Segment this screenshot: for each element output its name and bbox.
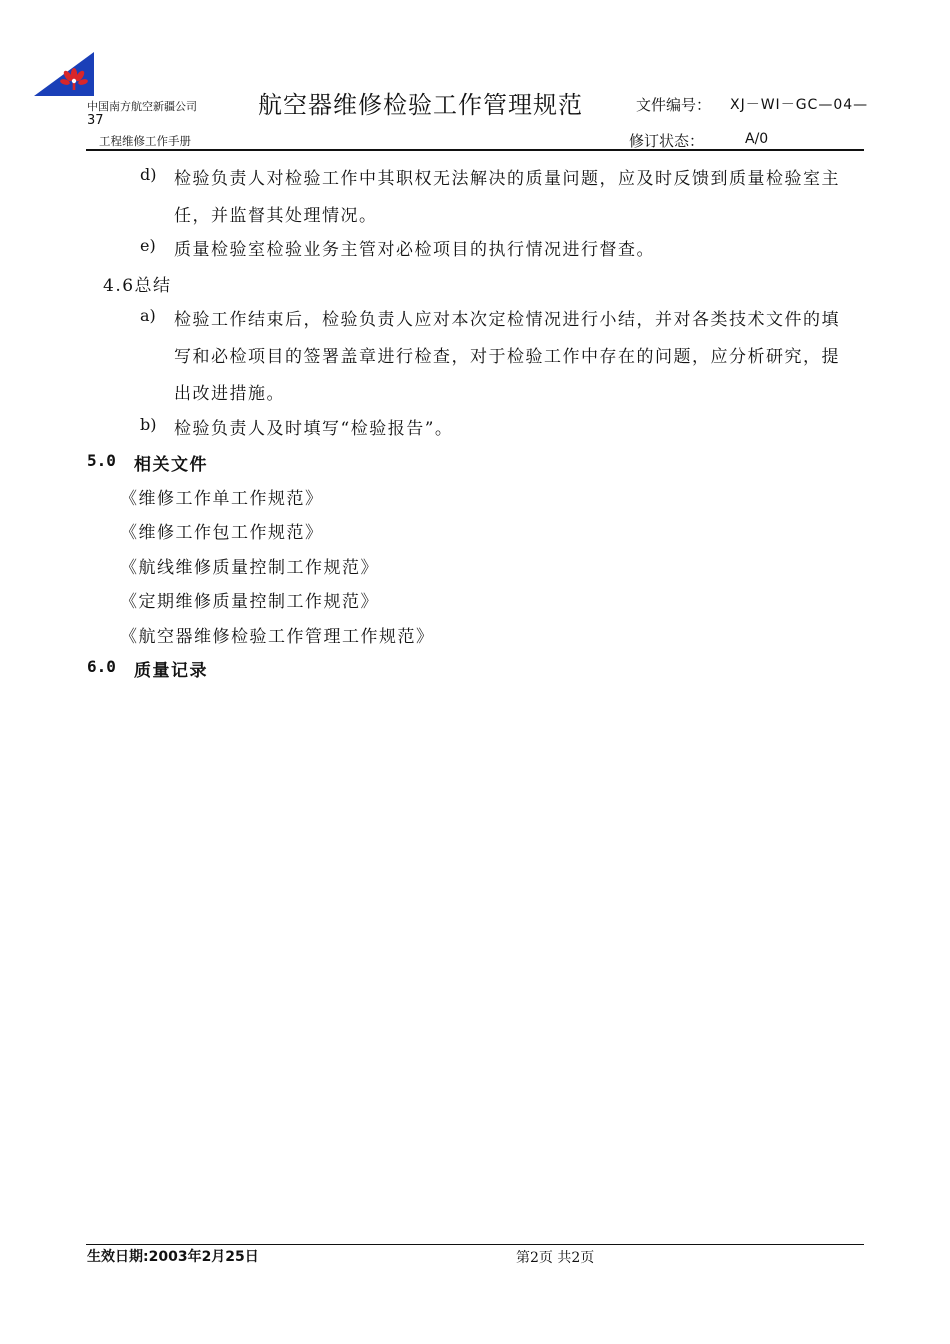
header-divider <box>86 149 864 151</box>
revision-value: A/0 <box>745 131 769 147</box>
item-d-text-line2: 任，并监督其处理情况。 <box>174 206 378 226</box>
item-e-marker: e) <box>140 236 156 255</box>
item-a-text-line1: 检验工作结束后，检验负责人应对本次定检情况进行小结，并对各类技术文件的填 <box>174 310 840 330</box>
item-a-text-line2: 写和必检项目的签署盖章进行检查，对于检验工作中存在的问题，应分析研究，提 <box>174 347 840 367</box>
related-doc-item: 《维修工作包工作规范》 <box>120 523 324 543</box>
item-a-marker: a) <box>140 306 156 325</box>
related-doc-item: 《航空器维修检验工作管理工作规范》 <box>120 627 435 647</box>
item-b-marker: b) <box>140 415 157 434</box>
document-title: 航空器维修检验工作管理规范 <box>258 91 583 119</box>
section-6-number: 6.0 <box>87 657 116 676</box>
related-doc-item: 《航线维修质量控制工作规范》 <box>120 558 379 578</box>
manual-name: 工程维修工作手册 <box>99 134 191 148</box>
related-doc-item: 《维修工作单工作规范》 <box>120 489 324 509</box>
item-e-text: 质量检验室检验业务主管对必检项目的执行情况进行督查。 <box>174 240 655 260</box>
section-6-title: 质量记录 <box>134 661 208 681</box>
airline-logo-icon <box>34 52 100 98</box>
doc-number-value: XJ－WI－GC—04— <box>730 97 869 113</box>
item-d-marker: d) <box>140 165 157 184</box>
footer-divider <box>86 1244 864 1245</box>
company-name: 中国南方航空新疆公司 <box>87 100 197 113</box>
doc-number-label: 文件编号： <box>636 96 712 114</box>
effective-date: 生效日期:2003年2月25日 <box>87 1249 259 1265</box>
page-info: 第2页 共2页 <box>516 1250 595 1266</box>
item-a-text-line3: 出改进措施。 <box>174 384 285 404</box>
section-5-title: 相关文件 <box>134 455 208 475</box>
section-5-number: 5.0 <box>87 451 116 470</box>
item-d-text-line1: 检验负责人对检验工作中其职权无法解决的质量问题，应及时反馈到质量检验室主 <box>174 169 840 189</box>
item-b-text: 检验负责人及时填写“检验报告”。 <box>174 419 454 439</box>
revision-label: 修订状态： <box>629 132 705 150</box>
doc-number-continuation: 37 <box>87 113 104 128</box>
related-doc-item: 《定期维修质量控制工作规范》 <box>120 592 379 612</box>
section-4-6-heading: 4.6总结 <box>103 276 172 296</box>
